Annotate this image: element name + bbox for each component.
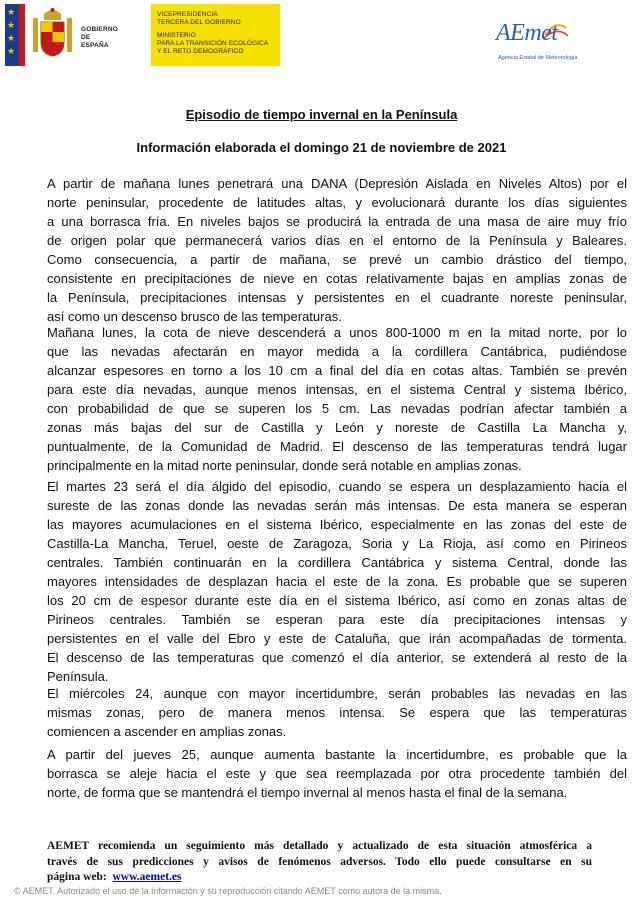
text-line: mayores intensidades de desplazan hacia el este de la zona. Es probable que se superen bbox=[47, 574, 627, 589]
text-line: Pirineos centrales. También se esperan para este día precipitaciones intensas y bbox=[47, 612, 627, 627]
text-line: con probabilidad de que se superen los 5 cm. Las nevadas podrían afectar también a bbox=[47, 401, 627, 416]
text-line: persistentes en el valle del Ebro y este de Cataluña, que irán acompañadas de tormenta. bbox=[47, 631, 627, 646]
text-line: norte peninsular, procedente de latitudes altas, y evolucionará durante los días siguientes bbox=[47, 195, 627, 210]
text-line: de origen polar que permanecerá varios días en el entorno de la Península y Baleares. bbox=[47, 233, 627, 248]
text-line: para este día nevadas, aunque menos intensas, en el sistema Central y sistema Ibérico, bbox=[47, 382, 627, 397]
paragraph-1 bbox=[47, 174, 627, 326]
text-line: a una borrasca fría. En niveles bajos se producirá la entrada de una masa de aire muy frío bbox=[47, 214, 627, 229]
text-line: Castilla-La Mancha, Teruel, oeste de Zaragoza, Soria y La Rioja, así como en Pirineos bbox=[47, 536, 627, 551]
text-line: puntualmente, de la Comunidad de Madrid. El descenso de las temperaturas tendrá lugar bbox=[47, 439, 627, 454]
text-line: la Península, precipitaciones intensas y persistentes en el cuadrante noreste peninsular, bbox=[47, 290, 627, 305]
page-header bbox=[0, 0, 643, 70]
paragraph-3 bbox=[47, 477, 627, 686]
text-line: borrasca se aleje hacia el este y que sea reemplazada por otra procedente también del bbox=[47, 766, 627, 781]
aemet-website-link[interactable]: www.aemet.es bbox=[112, 871, 182, 883]
paragraph-2 bbox=[47, 323, 627, 475]
recommendation-line bbox=[47, 870, 592, 886]
text-line: que las nevadas afectarán en mayor medida a la cordillera Cantábrica, pudiéndose bbox=[47, 344, 627, 359]
paragraph-5 bbox=[47, 745, 627, 802]
eu-flag-strip: ★ ★ ★ ★ bbox=[5, 4, 19, 66]
document-subtitle: Información elaborada el domingo 21 de noviembre de 2021 bbox=[136, 140, 507, 155]
text-line: alcanzar espesores en torno a los 10 cm a final del día en cotas altas. También se prevén bbox=[47, 363, 627, 378]
text-line: El miércoles 24, aunque con mayor incertidumbre, serán probables las nevadas en las bbox=[47, 686, 627, 701]
aemet-logo bbox=[488, 18, 588, 66]
spain-coat-of-arms-icon bbox=[25, 4, 118, 66]
text-line: centrales. También continuarán en la cordillera Cantábrica y sistema Central, donde las bbox=[47, 555, 627, 570]
recommendation-note bbox=[47, 839, 592, 886]
text-line: A partir de mañana lunes penetrará una DANA (Depresión Aislada en Niveles Altos) por el bbox=[47, 176, 627, 191]
text-line: los 20 cm de espesor durante este día en el sistema Ibérico, así como en zonas altas de bbox=[47, 593, 627, 608]
text-line: Mañana lunes, la cota de nieve descenderá a unos 800-1000 m en la mitad norte, por lo bbox=[47, 325, 627, 340]
text-line: A partir del jueves 25, aunque aumenta bastante la incertidumbre, es probable que la bbox=[47, 747, 627, 762]
vicepresidencia-line-2: TERCERA DEL GOBIERNO bbox=[157, 19, 241, 26]
text-line: mismas zonas, pero de manera menos intensa. Se espera que las temperaturas bbox=[47, 705, 627, 720]
text-line: norte, de forma que se mantendrá el tiempo invernal al menos hasta el final de la semana. bbox=[47, 785, 568, 800]
recommendation-line: través de sus predicciones y avisos de fenómenos adversos. Todo ello puede consultarse en su bbox=[47, 855, 592, 868]
text-line: consistente en precipitaciones de nieve en cotas relativamente bajas en amplias zonas de bbox=[47, 271, 627, 286]
ministerio-line-2: PARA LA TRANSICIÓN ECOLÓGICA bbox=[157, 40, 269, 47]
copyright-footer: © AEMET. Autorizado el uso de la información y su reproducción citando AEMET como autora de la misma. bbox=[14, 886, 442, 896]
text-line: sureste de las zonas donde las nevadas serán más intensas. De esta manera se esperan bbox=[47, 498, 627, 513]
paragraph-4 bbox=[47, 684, 627, 741]
text-line: Como consecuencia, a partir de mañana, se prevé un cambio drástico del tiempo, bbox=[47, 252, 627, 267]
text-line: Península. bbox=[47, 669, 109, 684]
vicepresidencia-line-1: VICEPRESIDENCIA bbox=[157, 11, 218, 18]
website-label: página web: bbox=[47, 871, 107, 883]
gov-name-line-1: GOBIERNO bbox=[81, 26, 118, 33]
ministerio-line-3: Y EL RETO DEMOGRÁFICO bbox=[157, 48, 244, 55]
text-line: El descenso de las temperaturas que comenzó el día anterior, se extenderá al resto de la bbox=[47, 650, 627, 665]
document-title: Episodio de tiempo invernal en la Península bbox=[185, 107, 458, 122]
recommendation-line: AEMET recomienda un seguimiento más detallado y actualizado de esta situación atmosférica a bbox=[47, 840, 592, 852]
ministerio-line-1: MINISTERIO bbox=[157, 32, 196, 39]
ministry-block bbox=[151, 4, 280, 66]
aemet-subtitle: Agencia Estatal de Meteorología bbox=[498, 55, 578, 61]
government-logo bbox=[5, 4, 280, 66]
gov-name-line-2: DE ESPAÑA bbox=[81, 34, 109, 49]
text-line: El martes 23 será el día álgido del episodio, cuando se espera un desplazamiento hacia el bbox=[47, 479, 627, 494]
text-line: zonas más bajas del sur de Castilla y León y noreste de Castilla La Mancha y, bbox=[47, 420, 627, 435]
text-line: principalmente en la mitad norte peninsular, donde será notable en amplias zonas. bbox=[47, 458, 522, 473]
text-line: comiencen a ascender en amplias zonas. bbox=[47, 724, 287, 739]
text-line: las mayores acumulaciones en el sistema Ibérico, especialmente en las zonas del este de bbox=[47, 517, 627, 532]
text-line: así como un descenso brusco de las temperaturas. bbox=[47, 309, 342, 324]
aemet-wordmark: AEmet bbox=[496, 20, 558, 46]
